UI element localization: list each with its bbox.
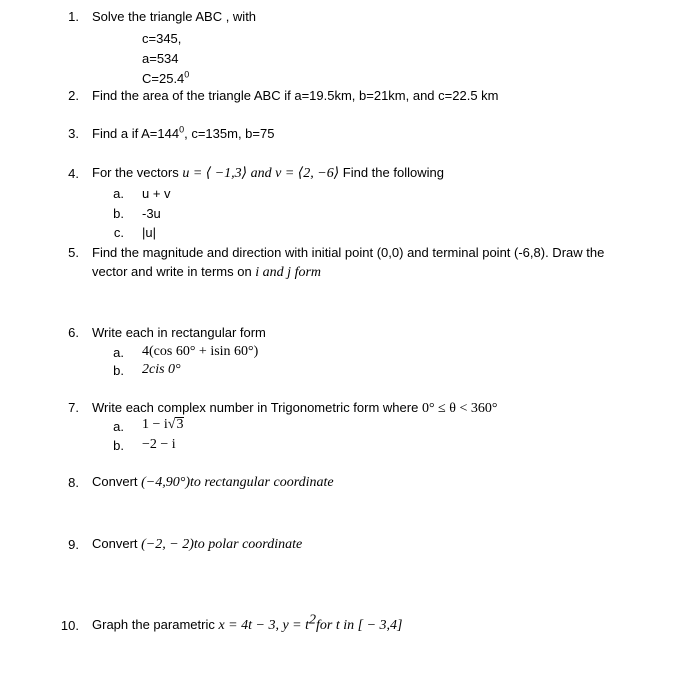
item-expression: 1 − i√3 [142, 417, 184, 432]
item-label: b. [113, 363, 124, 378]
question-text-line-2: vector and write in terms on i and j form [92, 264, 322, 280]
question-text-line-1: Find the magnitude and direction with initial point (0,0) and terminal point (-6,8). Draw the [92, 245, 605, 260]
question-text: Find the area of the triangle ABC if a=19.5km, b=21km, and c=22.5 km [92, 88, 499, 103]
question-text: Convert (−4,90°)to rectangular coordinate [92, 474, 334, 490]
given-a: a=534 [142, 51, 179, 66]
question-number: 9. [68, 537, 79, 552]
question-number: 2. [68, 88, 79, 103]
question-number: 8. [68, 475, 79, 490]
item-label: c. [113, 225, 124, 240]
question-text: For the vectors u = ⟨ −1,3⟩ and v = ⟨2, −6⟩ Find the following [92, 165, 444, 181]
question-number: 5. [68, 245, 79, 260]
question-text: Find a if $A=144^0$, c=135m, b=75 [92, 124, 275, 141]
question-number: 3. [68, 126, 79, 141]
given-angle-c: $C=25.4^0$ [142, 69, 190, 86]
item-label: a. [113, 186, 124, 201]
item-text: |u| [142, 225, 156, 240]
question-text: Write each in rectangular form [92, 325, 266, 340]
question-number: 1. [68, 9, 79, 24]
question-number: 10. [60, 618, 79, 633]
item-label: a. [113, 419, 124, 434]
item-expression: 2cis 0° [142, 362, 181, 377]
item-expression: −2 − i [142, 437, 176, 452]
question-text: Write each complex number in Trigonometric form where 0° ≤ θ < 360° [92, 400, 498, 416]
question-text: Solve the triangle ABC , with [92, 9, 257, 24]
item-text: -3u [142, 206, 161, 221]
given-c: c=345, [142, 31, 182, 46]
item-label: a. [113, 345, 124, 360]
question-number: 7. [68, 400, 79, 415]
item-expression: 4(cos 60° + isin 60°) [142, 344, 259, 359]
question-text: Convert (−2, − 2)to polar coordinate [92, 536, 303, 552]
question-number: 6. [68, 325, 79, 340]
question-number: 4. [68, 166, 79, 181]
item-label: b. [113, 438, 124, 453]
item-label: b. [113, 206, 124, 221]
item-text: u + v [142, 186, 171, 201]
question-text: Graph the parametric x = 4t − 3, $y = t^2for$ t in [ − 3,4] [92, 612, 403, 633]
